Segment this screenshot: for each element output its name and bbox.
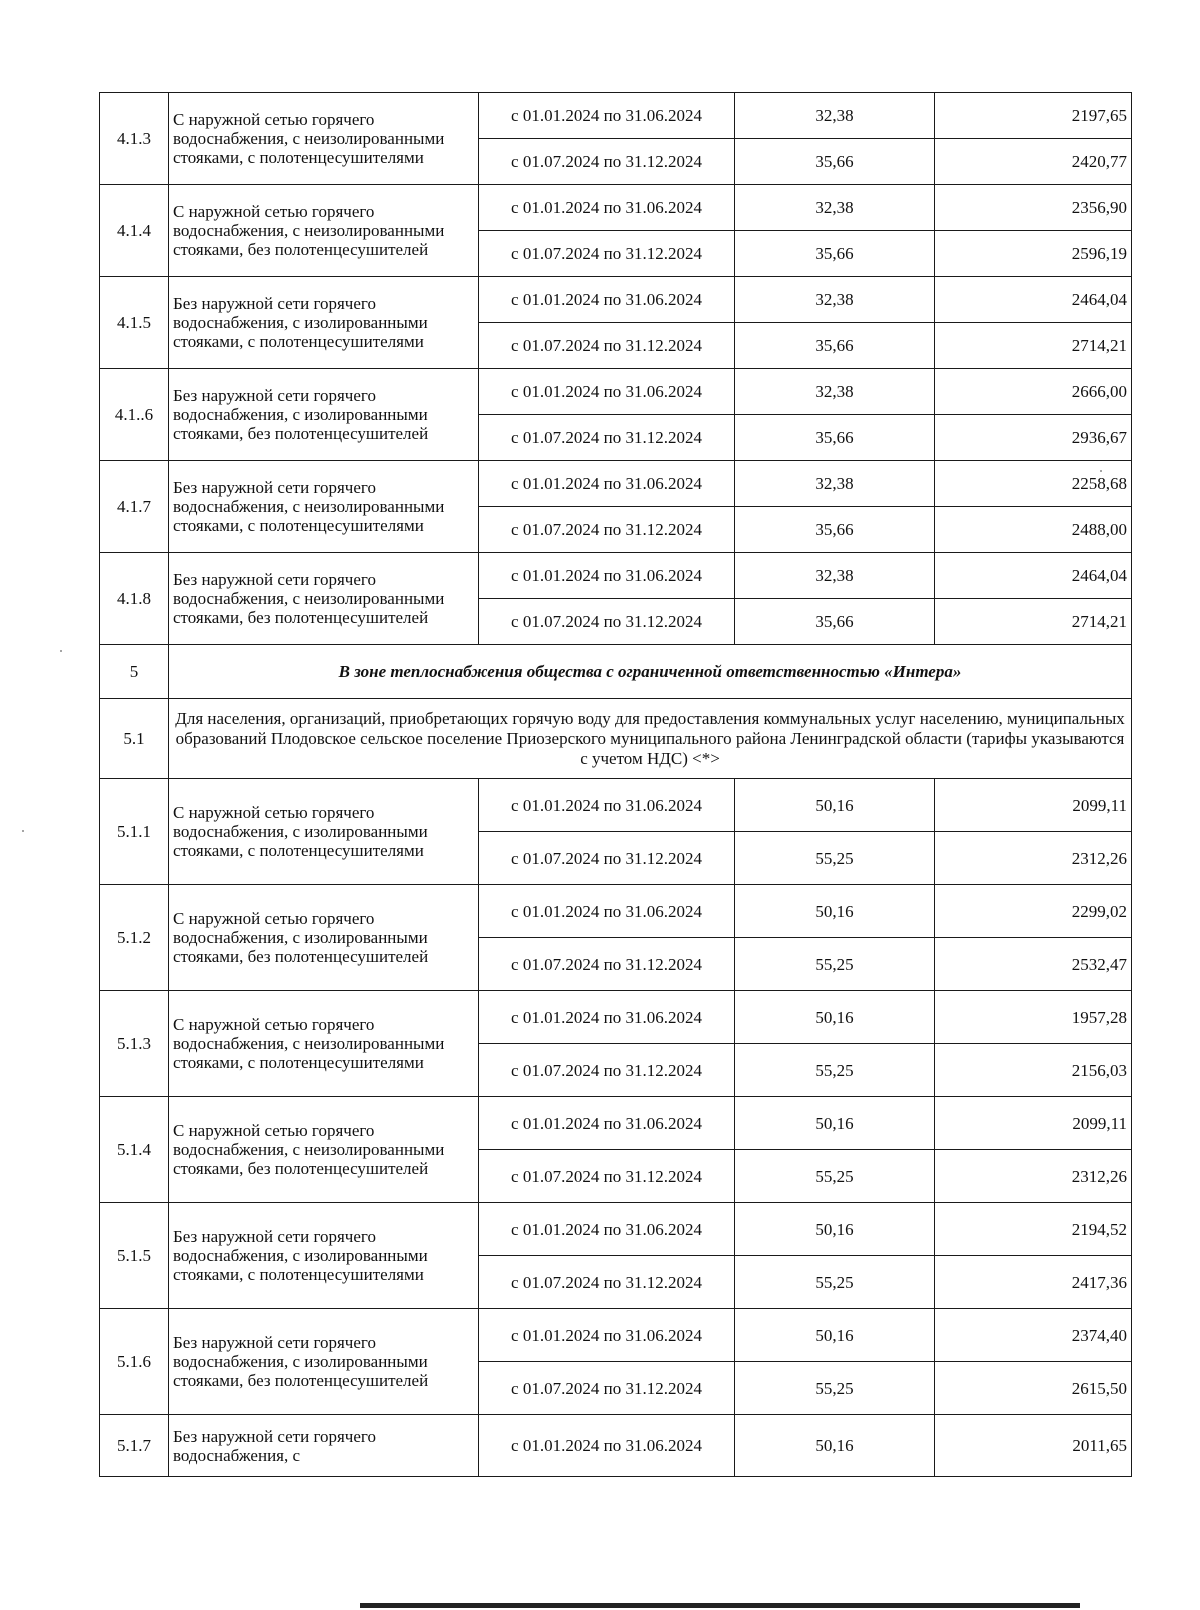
period-cell: с 01.01.2024 по 31.06.2024 (479, 277, 735, 323)
item-description: Без наружной сети горячего водоснабжения, с неизолированными стояками, без полотенцесушителей (169, 553, 479, 645)
tariff-cell: 2936,67 (935, 415, 1132, 461)
item-description: Без наружной сети горячего водоснабжения, с изолированными стояками, с полотенцесушителями (169, 277, 479, 369)
table-row (100, 93, 1132, 139)
item-number: 5.1.1 (100, 779, 169, 885)
item-description: Без наружной сети горячего водоснабжения, с неизолированными стояками, с полотенцесушителями (169, 461, 479, 553)
table-row (100, 461, 1132, 507)
item-number: 4.1.5 (100, 277, 169, 369)
tariff-cell: 2011,65 (935, 1415, 1132, 1477)
subsection-number: 5.1 (100, 699, 169, 779)
item-number: 5.1.3 (100, 991, 169, 1097)
item-description: Без наружной сети горячего водоснабжения, с изолированными стояками, без полотенцесушителей (169, 369, 479, 461)
tariff-cell: 2464,04 (935, 277, 1132, 323)
period-cell: с 01.07.2024 по 31.12.2024 (479, 231, 735, 277)
period-cell: с 01.01.2024 по 31.06.2024 (479, 369, 735, 415)
tariff-cell: 2464,04 (935, 553, 1132, 599)
item-description: С наружной сетью горячего водоснабжения, с неизолированными стояками, без полотенцесушителей (169, 185, 479, 277)
table-row (100, 885, 1132, 938)
tariff-cell: 2356,90 (935, 185, 1132, 231)
period-cell: с 01.01.2024 по 31.06.2024 (479, 885, 735, 938)
norm-cell: 50,16 (735, 779, 935, 832)
norm-cell: 55,25 (735, 1362, 935, 1415)
norm-cell: 55,25 (735, 938, 935, 991)
norm-cell: 32,38 (735, 93, 935, 139)
norm-cell: 35,66 (735, 415, 935, 461)
item-number: 5.1.4 (100, 1097, 169, 1203)
period-cell: с 01.01.2024 по 31.06.2024 (479, 1309, 735, 1362)
item-number: 4.1.4 (100, 185, 169, 277)
tariff-cell: 2615,50 (935, 1362, 1132, 1415)
norm-cell: 35,66 (735, 599, 935, 645)
subsection-row (100, 699, 1132, 779)
tariff-cell: 2420,77 (935, 139, 1132, 185)
table-row (100, 779, 1132, 832)
period-cell: с 01.01.2024 по 31.06.2024 (479, 779, 735, 832)
item-description: Без наружной сети горячего водоснабжения, с (169, 1415, 479, 1477)
table-row (100, 991, 1132, 1044)
period-cell: с 01.01.2024 по 31.06.2024 (479, 185, 735, 231)
period-cell: с 01.07.2024 по 31.12.2024 (479, 415, 735, 461)
tariff-cell: 2532,47 (935, 938, 1132, 991)
norm-cell: 32,38 (735, 553, 935, 599)
norm-cell: 55,25 (735, 1150, 935, 1203)
norm-cell: 32,38 (735, 277, 935, 323)
period-cell: с 01.01.2024 по 31.06.2024 (479, 93, 735, 139)
tariff-cell: 2714,21 (935, 323, 1132, 369)
subsection-title: Для населения, организаций, приобретающих горячую воду для предоставления коммунальных услуг населению, муниципальных образований Плодовское сельское поселение Приозерского муниципального района Ленинградской области (тарифы указываются с учетом НДС) <*> (169, 699, 1132, 779)
tariff-cell: 1957,28 (935, 991, 1132, 1044)
tariff-cell: 2312,26 (935, 1150, 1132, 1203)
tariff-cell: 2099,11 (935, 779, 1132, 832)
scan-speck (1100, 470, 1102, 472)
table-row (100, 1203, 1132, 1256)
item-number: 5.1.6 (100, 1309, 169, 1415)
item-description: Без наружной сети горячего водоснабжения, с изолированными стояками, с полотенцесушителями (169, 1203, 479, 1309)
norm-cell: 50,16 (735, 1097, 935, 1150)
item-number: 5.1.5 (100, 1203, 169, 1309)
tariff-cell: 2596,19 (935, 231, 1132, 277)
table-row (100, 553, 1132, 599)
norm-cell: 35,66 (735, 139, 935, 185)
period-cell: с 01.01.2024 по 31.06.2024 (479, 461, 735, 507)
tariff-cell: 2194,52 (935, 1203, 1132, 1256)
norm-cell: 32,38 (735, 369, 935, 415)
item-description: С наружной сетью горячего водоснабжения, с неизолированными стояками, с полотенцесушителями (169, 991, 479, 1097)
item-number: 5.1.2 (100, 885, 169, 991)
section-title: В зоне теплоснабжения общества с ограниченной ответственностью «Интера» (169, 645, 1132, 699)
item-number: 4.1.3 (100, 93, 169, 185)
period-cell: с 01.07.2024 по 31.12.2024 (479, 139, 735, 185)
period-cell: с 01.07.2024 по 31.12.2024 (479, 1256, 735, 1309)
period-cell: с 01.07.2024 по 31.12.2024 (479, 832, 735, 885)
norm-cell: 55,25 (735, 1044, 935, 1097)
period-cell: с 01.01.2024 по 31.06.2024 (479, 553, 735, 599)
table-row (100, 185, 1132, 231)
norm-cell: 50,16 (735, 1415, 935, 1477)
period-cell: с 01.07.2024 по 31.12.2024 (479, 1044, 735, 1097)
norm-cell: 50,16 (735, 1309, 935, 1362)
norm-cell: 35,66 (735, 323, 935, 369)
item-number: 5.1.7 (100, 1415, 169, 1477)
tariff-cell: 2714,21 (935, 599, 1132, 645)
tariff-cell: 2417,36 (935, 1256, 1132, 1309)
norm-cell: 32,38 (735, 461, 935, 507)
norm-cell: 55,25 (735, 1256, 935, 1309)
item-description: С наружной сетью горячего водоснабжения, с изолированными стояками, без полотенцесушителей (169, 885, 479, 991)
period-cell: с 01.01.2024 по 31.06.2024 (479, 1203, 735, 1256)
tariff-cell: 2197,65 (935, 93, 1132, 139)
tariff-cell: 2299,02 (935, 885, 1132, 938)
norm-cell: 35,66 (735, 507, 935, 553)
item-description: Без наружной сети горячего водоснабжения, с изолированными стояками, без полотенцесушителей (169, 1309, 479, 1415)
period-cell: с 01.07.2024 по 31.12.2024 (479, 599, 735, 645)
table-row (100, 1415, 1132, 1477)
tariff-cell: 2258,68 (935, 461, 1132, 507)
period-cell: с 01.01.2024 по 31.06.2024 (479, 1097, 735, 1150)
norm-cell: 50,16 (735, 885, 935, 938)
period-cell: с 01.07.2024 по 31.12.2024 (479, 938, 735, 991)
scan-speck (60, 650, 62, 652)
period-cell: с 01.01.2024 по 31.06.2024 (479, 1415, 735, 1477)
period-cell: с 01.07.2024 по 31.12.2024 (479, 1150, 735, 1203)
tariff-cell: 2488,00 (935, 507, 1132, 553)
table-row (100, 1097, 1132, 1150)
item-number: 4.1..6 (100, 369, 169, 461)
norm-cell: 50,16 (735, 1203, 935, 1256)
section-number: 5 (100, 645, 169, 699)
tariff-cell: 2666,00 (935, 369, 1132, 415)
norm-cell: 55,25 (735, 832, 935, 885)
period-cell: с 01.07.2024 по 31.12.2024 (479, 323, 735, 369)
page-bottom-edge (360, 1603, 1080, 1608)
tariff-cell: 2312,26 (935, 832, 1132, 885)
tariff-table (99, 92, 1132, 1477)
norm-cell: 35,66 (735, 231, 935, 277)
period-cell: с 01.07.2024 по 31.12.2024 (479, 507, 735, 553)
table-row (100, 277, 1132, 323)
scan-speck (22, 830, 24, 832)
item-number: 4.1.8 (100, 553, 169, 645)
table-row (100, 1309, 1132, 1362)
item-number: 4.1.7 (100, 461, 169, 553)
tariff-cell: 2156,03 (935, 1044, 1132, 1097)
tariff-cell: 2374,40 (935, 1309, 1132, 1362)
section-row (100, 645, 1132, 699)
item-description: С наружной сетью горячего водоснабжения, с неизолированными стояками, без полотенцесушителей (169, 1097, 479, 1203)
tariff-cell: 2099,11 (935, 1097, 1132, 1150)
norm-cell: 32,38 (735, 185, 935, 231)
table-row (100, 369, 1132, 415)
item-description: С наружной сетью горячего водоснабжения, с изолированными стояками, с полотенцесушителями (169, 779, 479, 885)
item-description: С наружной сетью горячего водоснабжения, с неизолированными стояками, с полотенцесушителями (169, 93, 479, 185)
period-cell: с 01.01.2024 по 31.06.2024 (479, 991, 735, 1044)
norm-cell: 50,16 (735, 991, 935, 1044)
period-cell: с 01.07.2024 по 31.12.2024 (479, 1362, 735, 1415)
